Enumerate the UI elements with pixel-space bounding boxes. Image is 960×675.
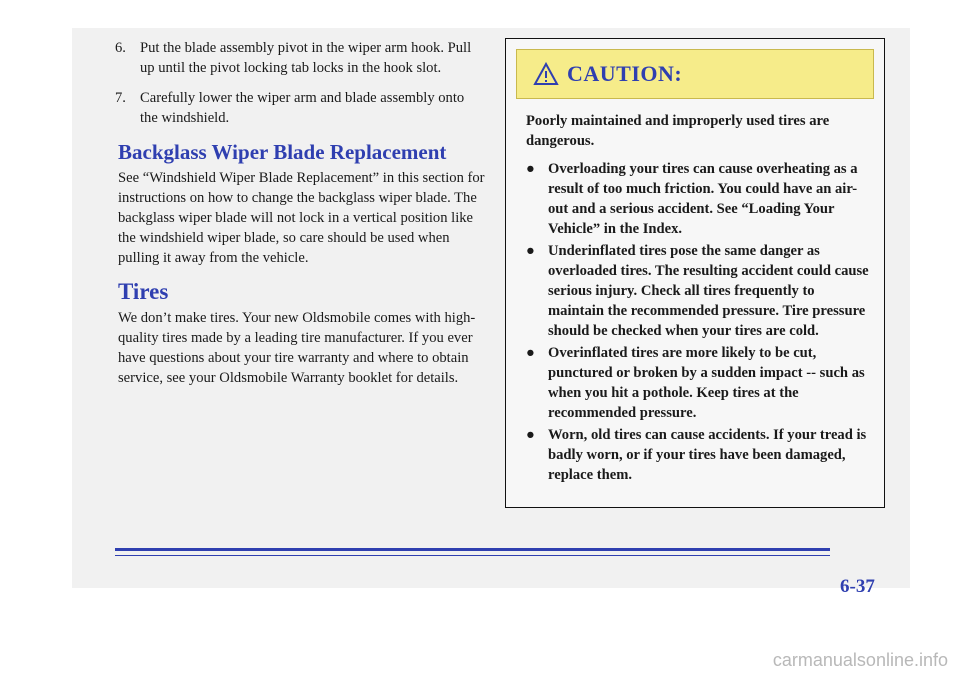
backglass-heading: Backglass Wiper Blade Replacement: [118, 140, 447, 164]
page-number: 6-37: [840, 576, 875, 597]
caution-intro: Poorly maintained and improperly used tires are dangerous.: [526, 113, 830, 149]
tires-heading: Tires: [118, 279, 169, 304]
tires-paragraph: We don’t make tires. Your new Oldsmobile comes with high-quality tires made by a leading tire manufacturer. If you ever have questions about your tire warranty and where to obtain service, see your Oldsmobile Warranty booklet for details.: [118, 310, 476, 386]
caution-box: [505, 38, 885, 508]
bullet-icon: ●: [526, 345, 535, 361]
caution-bullet-text: Worn, old tires can cause accidents. If your tread is badly worn, or if your tires have been damaged, replace them.: [548, 427, 867, 483]
caution-bullet: [526, 425, 871, 485]
caution-bullet-text: Overinflated tires are more likely to be cut, punctured or broken by a sudden impact -- such as when you hit a pothole. Keep tires at the recommended pressure.: [548, 345, 865, 421]
step-number: 6.: [115, 40, 126, 56]
caution-bullet-text: Overloading your tires can cause overheating as a result of too much friction. You could have an air-out and a serious accident. See “Loading Your Vehicle” in the Index.: [548, 161, 858, 237]
footer-rule-thick: [115, 548, 830, 551]
caution-title: CAUTION:: [567, 61, 683, 86]
bullet-icon: ●: [526, 427, 535, 443]
caution-bullet: [526, 159, 871, 239]
step-text: Carefully lower the wiper arm and blade assembly onto the windshield.: [140, 90, 465, 126]
step-number: 7.: [115, 90, 126, 106]
backglass-paragraph: See “Windshield Wiper Blade Replacement” in this section for instructions on how to change the backglass wiper blade. The backglass wiper blade will not lock in a vertical position like the windshield wiper blade, so care should be used when pulling it away from the vehicle.: [118, 170, 485, 266]
caution-bullet: [526, 343, 871, 423]
bullet-icon: ●: [526, 243, 535, 259]
footer-site-text: carmanualsonline.info: [772, 650, 948, 670]
step-6: [115, 38, 485, 78]
caution-banner: [516, 49, 874, 99]
step-7: [115, 88, 485, 128]
left-column: [115, 38, 485, 388]
caution-bullet: [526, 241, 871, 341]
step-text: Put the blade assembly pivot in the wiper arm hook. Pull up until the pivot locking tab locks in the hook slot.: [140, 40, 472, 76]
bullet-icon: ●: [526, 161, 535, 177]
caution-bullet-text: Underinflated tires pose the same danger as overloaded tires. The resulting accident could cause serious injury. Check all tires frequently to maintain the recommended pressure. Tire pressure should be checked when your tires are cold.: [548, 243, 869, 339]
warning-triangle-icon: [533, 62, 559, 86]
caution-body: [526, 111, 871, 487]
footer-rule-thin: [115, 555, 830, 556]
